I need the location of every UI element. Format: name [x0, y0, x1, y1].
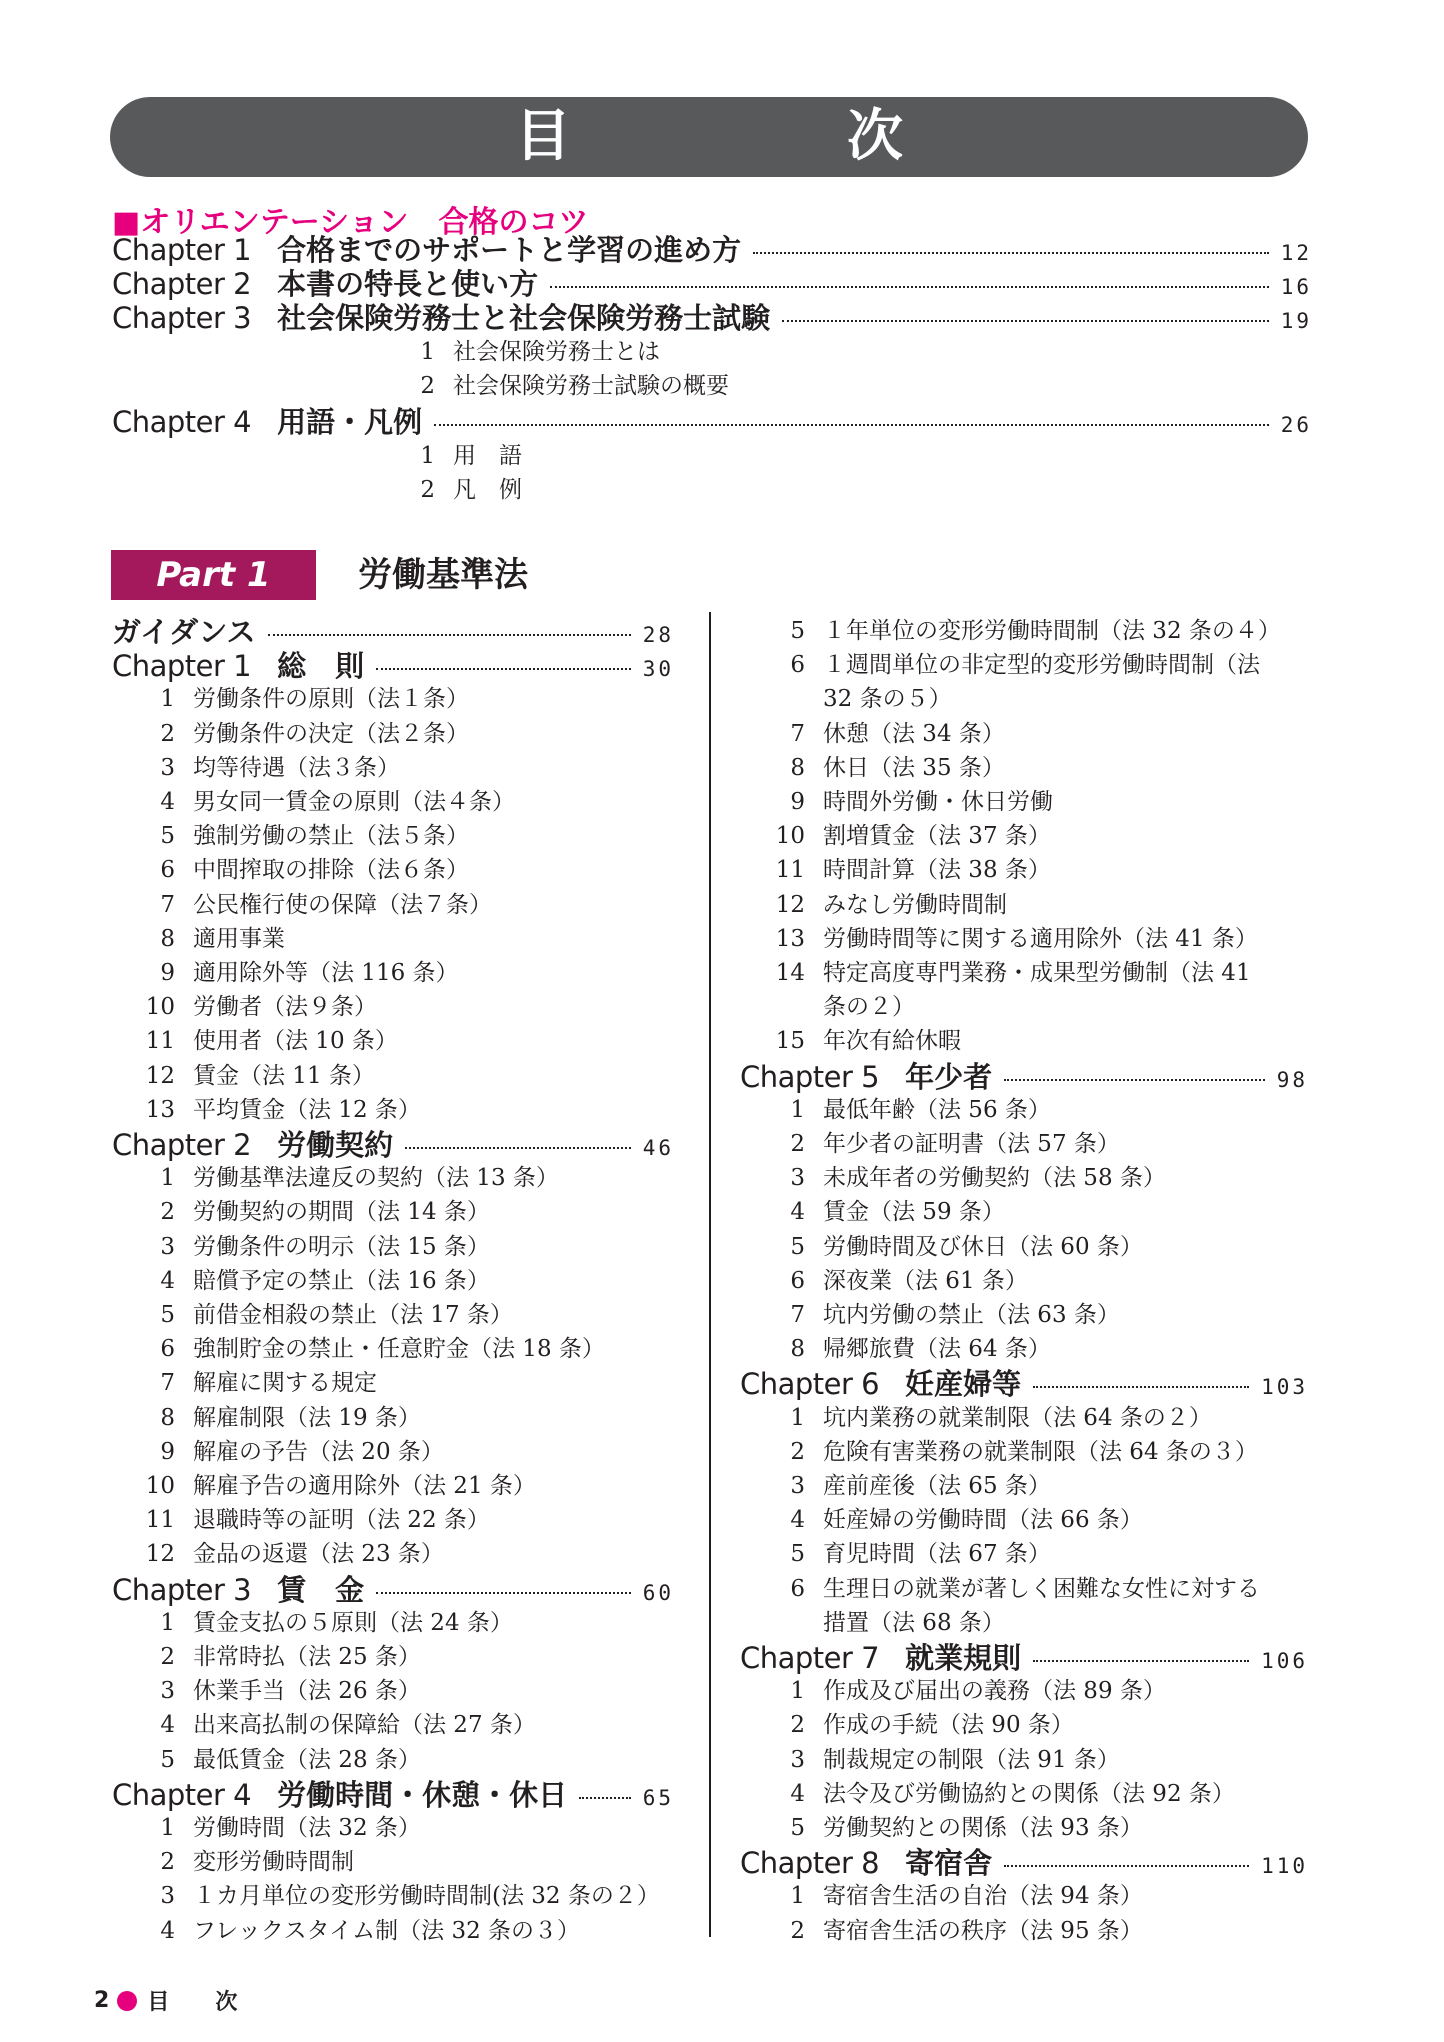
chapter-label: Chapter 4	[112, 405, 252, 439]
item-number: 3	[160, 754, 175, 781]
toc-item	[135, 886, 492, 919]
item-text: 社会保険労務士とは	[453, 339, 660, 365]
toc-item	[135, 988, 377, 1021]
toc-item	[765, 646, 1260, 679]
toc-item	[135, 1399, 421, 1432]
item-number: 9	[790, 789, 805, 815]
chapter-title: 用語・凡例	[277, 405, 423, 439]
toc-item	[765, 1809, 1143, 1842]
toc-item	[135, 1741, 421, 1774]
item-text: 解雇制限（法 19 条）	[193, 1404, 421, 1431]
toc-item	[135, 1262, 490, 1295]
item-number: 4	[160, 1917, 175, 1944]
toc-item	[765, 749, 1005, 782]
item-number: 1	[160, 686, 175, 713]
leader-dots	[268, 634, 631, 636]
item-text: 時間外労働・休日労働	[823, 789, 1053, 815]
toc-item-continued: 条の２）	[823, 994, 915, 1021]
item-number: 10	[775, 823, 805, 850]
item-number: 10	[145, 1473, 175, 1499]
item-number: 2	[420, 477, 435, 503]
item-number: 7	[160, 1370, 175, 1397]
toc-item	[765, 1296, 1120, 1329]
toc-item	[135, 1433, 444, 1466]
item-text: 出来高払制の保障給（法 27 条）	[193, 1712, 536, 1739]
toc-item	[135, 1672, 421, 1705]
toc-item	[765, 920, 1258, 953]
leader-dots	[1033, 1660, 1249, 1662]
chapter-heading	[112, 1568, 674, 1609]
item-text: 労働時間（法 32 条）	[193, 1815, 421, 1841]
page-ref: 103	[1261, 1375, 1308, 1400]
item-number: 4	[160, 1267, 175, 1294]
toc-item	[395, 367, 729, 400]
item-text: 坑内労働の禁止（法 63 条）	[823, 1302, 1120, 1328]
toc-item	[765, 1706, 1074, 1739]
item-text: 寄宿舎生活の自治（法 94 条）	[823, 1883, 1143, 1910]
item-text: 変形労働時間制	[193, 1849, 354, 1876]
page-title: 目 次	[515, 104, 1013, 169]
item-number: 6	[790, 652, 805, 679]
item-number: 2	[790, 1917, 805, 1944]
column-divider	[709, 612, 711, 1937]
item-number: 5	[160, 1302, 175, 1328]
part-label: Part 1	[111, 550, 316, 600]
item-text: 中間搾取の排除（法６条）	[193, 857, 469, 884]
item-text: 公民権行使の保障（法７条）	[193, 891, 492, 918]
toc-item	[135, 1843, 354, 1876]
chapter-heading	[112, 296, 1312, 337]
item-number: 6	[790, 1575, 805, 1602]
toc-item	[135, 1057, 375, 1090]
toc-item	[765, 1091, 1051, 1124]
leader-dots	[376, 1592, 631, 1594]
item-number: 1	[420, 443, 435, 469]
item-text: 作成の手続（法 90 条）	[823, 1712, 1074, 1739]
item-text: 解雇に関する規定	[193, 1370, 377, 1397]
toc-item	[135, 1228, 490, 1261]
toc-item	[135, 851, 469, 884]
item-text: 寄宿舎生活の秩序（法 95 条）	[823, 1917, 1143, 1944]
page-ref: 30	[642, 657, 674, 682]
chapter-title: 賃 金	[277, 1572, 365, 1607]
toc-item-continued: 32 条の５）	[823, 686, 952, 713]
item-number: 7	[160, 891, 175, 918]
item-number: 1	[790, 1096, 805, 1123]
part-title: 労働基準法	[358, 555, 528, 595]
item-text: 休日（法 35 条）	[823, 754, 1005, 781]
chapter-title: 総 則	[277, 649, 365, 684]
toc-item	[765, 1433, 1258, 1466]
page-ref: 26	[1280, 413, 1312, 437]
item-text: 賃金（法 59 条）	[823, 1199, 1005, 1226]
item-text: 労働契約の期間（法 14 条）	[193, 1199, 490, 1226]
item-text: 労働条件の明示（法 15 条）	[193, 1233, 490, 1260]
item-text: 解雇予告の適用除外（法 21 条）	[193, 1473, 536, 1499]
item-number: 5	[790, 1541, 805, 1568]
item-text: 強制貯金の禁止・任意貯金（法 18 条）	[193, 1336, 605, 1363]
item-number: 5	[160, 1746, 175, 1773]
item-number: 2	[160, 720, 175, 747]
toc-item	[135, 1604, 513, 1637]
item-number: 5	[790, 618, 805, 644]
item-number: 3	[790, 1746, 805, 1773]
footer-title: 目 次	[147, 1990, 250, 2015]
toc-item	[395, 333, 660, 366]
item-text: 最低賃金（法 28 条）	[193, 1746, 421, 1773]
item-text: 賃金（法 11 条）	[193, 1062, 375, 1089]
toc-item	[135, 1159, 559, 1192]
toc-item	[765, 612, 1281, 645]
toc-item	[765, 1877, 1143, 1910]
item-number: 2	[160, 1849, 175, 1876]
leader-dots	[376, 668, 631, 670]
toc-item	[135, 817, 469, 850]
item-number: 8	[160, 1404, 175, 1431]
chapter-title: 就業規則	[905, 1641, 1022, 1675]
toc-item	[135, 1467, 536, 1500]
item-number: 4	[160, 789, 175, 815]
toc-item	[135, 1296, 513, 1329]
chapter-heading	[740, 1055, 1308, 1096]
item-number: 8	[790, 754, 805, 781]
item-text: 金品の返還（法 23 条）	[193, 1541, 444, 1568]
toc-item	[135, 1912, 580, 1945]
toc-item	[765, 1912, 1143, 1945]
item-number: 8	[160, 925, 175, 952]
chapter-label: Chapter 3	[112, 1572, 252, 1607]
item-text: １年単位の変形労働時間制（法 32 条の４）	[823, 618, 1281, 644]
toc-item	[765, 1159, 1166, 1192]
item-number: 8	[790, 1336, 805, 1363]
item-text: 労働者（法９条）	[193, 994, 377, 1021]
toc-item	[765, 851, 1051, 884]
toc-item	[765, 1775, 1235, 1808]
bullet-icon	[117, 1991, 137, 2011]
item-text: 深夜業（法 61 条）	[823, 1267, 1028, 1294]
item-text: 坑内業務の就業制限（法 64 条の２）	[823, 1404, 1212, 1431]
toc-item	[135, 1364, 377, 1397]
toc-item	[135, 1193, 490, 1226]
item-text: 強制労働の禁止（法５条）	[193, 823, 469, 850]
toc-item	[765, 1399, 1212, 1432]
item-text: 休憩（法 34 条）	[823, 720, 1005, 747]
item-number: 5	[160, 823, 175, 850]
item-number: 1	[160, 1165, 175, 1192]
item-text: 年次有給休暇	[823, 1028, 961, 1055]
item-text: 最低年齢（法 56 条）	[823, 1096, 1051, 1123]
item-text: 労働条件の原則（法１条）	[193, 686, 469, 713]
item-number: 12	[775, 891, 805, 918]
chapter-title: 労働時間・休憩・休日	[277, 1777, 568, 1812]
item-number: 13	[145, 1096, 175, 1123]
item-number: 12	[145, 1062, 175, 1089]
item-text: 労働時間及び休日（法 60 条）	[823, 1233, 1143, 1260]
item-number: 1	[790, 1404, 805, 1431]
item-text: 帰郷旅費（法 64 条）	[823, 1336, 1051, 1363]
leader-dots	[434, 424, 1269, 426]
chapter-label: Chapter 8	[740, 1846, 880, 1881]
item-text: 退職時等の証明（法 22 条）	[193, 1507, 490, 1534]
item-number: 6	[790, 1267, 805, 1294]
toc-item	[765, 886, 1007, 919]
leader-dots	[1033, 1386, 1249, 1388]
item-number: 2	[790, 1131, 805, 1157]
toc-item	[765, 1467, 1051, 1500]
item-text: １週間単位の非定型的変形労働時間制（法	[823, 652, 1260, 679]
item-text: 労働条件の決定（法２条）	[193, 720, 469, 747]
item-number: 2	[790, 1438, 805, 1465]
chapter-title: 妊産婦等	[905, 1367, 1022, 1402]
item-number: 10	[145, 994, 175, 1021]
item-text: 賃金支払の５原則（法 24 条）	[193, 1609, 513, 1636]
item-text: 割増賃金（法 37 条）	[823, 823, 1051, 850]
chapter-label: Chapter 4	[112, 1777, 252, 1812]
item-number: 14	[775, 960, 805, 986]
toc-item	[135, 954, 459, 987]
toc-item	[765, 1570, 1260, 1603]
item-number: 9	[160, 1438, 175, 1465]
item-number: 2	[160, 1199, 175, 1226]
toc-item	[765, 1535, 1051, 1568]
toc-item	[135, 920, 285, 953]
item-text: 法令及び労働協約との関係（法 92 条）	[823, 1780, 1235, 1807]
item-text: 用 語	[453, 443, 522, 469]
chapter-title: ガイダンス	[112, 615, 256, 649]
item-number: 2	[420, 373, 435, 399]
toc-item	[135, 1638, 421, 1671]
item-text: 妊産婦の労働時間（法 66 条）	[823, 1507, 1143, 1534]
item-number: 4	[790, 1507, 805, 1534]
chapter-title: 本書の特長と使い方	[277, 267, 539, 301]
chapter-label: Chapter 6	[740, 1367, 880, 1402]
item-number: 11	[145, 1028, 175, 1055]
item-text: 適用除外等（法 116 条）	[193, 960, 459, 986]
item-number: 4	[790, 1199, 805, 1226]
orientation-heading: ■オリエンテーション 合格のコツ	[112, 205, 589, 240]
page-ref: 19	[1280, 309, 1312, 333]
item-number: 12	[145, 1541, 175, 1568]
chapter-heading	[740, 1841, 1308, 1882]
item-text: フレックスタイム制（法 32 条の３）	[193, 1917, 581, 1944]
toc-item	[135, 1877, 660, 1910]
item-text: みなし労働時間制	[823, 891, 1007, 918]
title-banner	[110, 97, 1308, 177]
page-ref: 16	[1280, 275, 1312, 299]
chapter-heading	[112, 1773, 674, 1814]
toc-item	[135, 1809, 421, 1842]
item-text: 適用事業	[193, 925, 285, 952]
toc-item	[765, 1501, 1143, 1534]
item-text: 使用者（法 10 条）	[193, 1028, 398, 1055]
chapter-label: Chapter 1	[112, 233, 252, 267]
item-number: 15	[775, 1028, 805, 1055]
item-text: 年少者の証明書（法 57 条）	[823, 1131, 1120, 1157]
toc-item	[765, 1672, 1166, 1705]
item-number: 13	[775, 925, 805, 952]
chapter-label: Chapter 2	[112, 267, 252, 301]
leader-dots	[753, 252, 1269, 254]
item-text: 解雇の予告（法 20 条）	[193, 1438, 444, 1465]
toc-item	[135, 715, 469, 748]
item-text: 休業手当（法 26 条）	[193, 1678, 421, 1705]
toc-item	[135, 1535, 444, 1568]
toc-item	[765, 1262, 1028, 1295]
page-ref: 12	[1280, 241, 1312, 265]
item-number: 1	[160, 1609, 175, 1636]
item-text: 賠償予定の禁止（法 16 条）	[193, 1267, 490, 1294]
page-ref: 46	[642, 1136, 674, 1160]
item-number: 6	[160, 1336, 175, 1363]
item-text: 危険有害業務の就業制限（法 64 条の３）	[823, 1438, 1258, 1465]
item-text: 平均賃金（法 12 条）	[193, 1096, 421, 1123]
item-text: 産前産後（法 65 条）	[823, 1473, 1051, 1499]
chapter-title: 寄宿舎	[905, 1846, 993, 1881]
item-number: 1	[160, 1815, 175, 1841]
page-ref: 98	[1276, 1067, 1308, 1092]
item-number: 3	[160, 1233, 175, 1260]
item-number: 5	[790, 1233, 805, 1260]
item-number: 7	[790, 1302, 805, 1328]
page-ref: 110	[1261, 1854, 1308, 1879]
toc-item	[395, 471, 522, 504]
chapter-title: 合格までのサポートと学習の進め方	[277, 233, 742, 267]
item-number: 3	[790, 1165, 805, 1192]
chapter-title: 労働契約	[277, 1128, 394, 1162]
item-text: 均等待遇（法３条）	[193, 754, 400, 781]
toc-item	[765, 1125, 1120, 1158]
toc-item	[765, 817, 1051, 850]
toc-item	[765, 954, 1251, 987]
toc-item	[135, 1501, 490, 1534]
chapter-label: Chapter 1	[112, 649, 252, 684]
item-number: 2	[790, 1712, 805, 1739]
item-text: 社会保険労務士試験の概要	[453, 373, 729, 399]
leader-dots	[405, 1147, 631, 1149]
item-text: 凡 例	[453, 477, 522, 503]
item-number: 3	[790, 1473, 805, 1499]
item-number: 6	[160, 857, 175, 884]
toc-item	[135, 1091, 421, 1124]
item-text: 制裁規定の制限（法 91 条）	[823, 1746, 1120, 1773]
toc-item	[135, 783, 515, 816]
chapter-heading	[740, 1636, 1308, 1677]
toc-item	[135, 1330, 605, 1363]
leader-dots	[1004, 1079, 1265, 1081]
item-number: 1	[790, 1678, 805, 1705]
leader-dots	[1004, 1865, 1249, 1867]
toc-item	[135, 680, 469, 713]
item-number: 3	[160, 1883, 175, 1910]
chapter-label: Chapter 7	[740, 1641, 880, 1675]
chapter-heading	[112, 1123, 674, 1164]
item-text: 労働基準法違反の契約（法 13 条）	[193, 1165, 559, 1192]
toc-item	[765, 1741, 1120, 1774]
toc-item	[135, 1706, 536, 1739]
item-text: 労働契約との関係（法 93 条）	[823, 1815, 1143, 1841]
item-number: 2	[160, 1644, 175, 1670]
chapter-heading	[112, 400, 1312, 441]
item-number: 3	[160, 1678, 175, 1705]
page-ref: 65	[642, 1785, 674, 1810]
item-number: 4	[790, 1780, 805, 1807]
chapter-heading	[740, 1362, 1308, 1403]
page-footer	[94, 1985, 249, 2016]
item-text: 前借金相殺の禁止（法 17 条）	[193, 1302, 513, 1328]
item-text: 未成年者の労働契約（法 58 条）	[823, 1165, 1166, 1192]
leader-dots	[782, 320, 1269, 322]
toc-item	[765, 715, 1005, 748]
item-number: 11	[145, 1507, 175, 1534]
item-number: 5	[790, 1815, 805, 1841]
toc-item-continued: 措置（法 68 条）	[823, 1609, 1005, 1636]
toc-item	[135, 1022, 398, 1055]
toc-item	[765, 1022, 961, 1055]
toc-item	[765, 1193, 1005, 1226]
toc-item	[765, 783, 1053, 816]
item-text: 労働時間等に関する適用除外（法 41 条）	[823, 925, 1258, 952]
chapter-label: Chapter 5	[740, 1059, 880, 1094]
item-text: １カ月単位の変形労働時間制(法 32 条の２）	[193, 1883, 660, 1910]
toc-item	[765, 1228, 1143, 1261]
chapter-label: Chapter 3	[112, 301, 252, 335]
toc-item	[765, 1330, 1051, 1363]
chapter-title: 社会保険労務士と社会保険労務士試験	[277, 301, 771, 335]
leader-dots	[550, 286, 1269, 288]
item-number: 1	[790, 1883, 805, 1910]
item-text: 時間計算（法 38 条）	[823, 857, 1051, 884]
item-text: 生理日の就業が著しく困難な女性に対する	[823, 1575, 1260, 1602]
page-number: 2	[94, 1988, 110, 2013]
item-text: 男女同一賃金の原則（法４条）	[193, 789, 515, 815]
item-text: 育児時間（法 67 条）	[823, 1541, 1051, 1568]
chapter-title: 年少者	[905, 1059, 993, 1094]
item-number: 11	[775, 857, 805, 884]
item-number: 1	[420, 339, 435, 365]
item-text: 非常時払（法 25 条）	[193, 1644, 421, 1670]
item-text: 作成及び届出の義務（法 89 条）	[823, 1678, 1166, 1705]
chapter-heading	[112, 644, 674, 685]
leader-dots	[579, 1797, 631, 1799]
toc-item	[135, 749, 400, 782]
page-ref: 60	[642, 1580, 674, 1605]
page-ref: 106	[1261, 1649, 1308, 1673]
item-text: 特定高度専門業務・成果型労働制（法 41	[823, 960, 1251, 986]
item-number: 4	[160, 1712, 175, 1739]
item-number: 9	[160, 960, 175, 986]
chapter-label: Chapter 2	[112, 1128, 252, 1162]
page-ref: 28	[642, 623, 674, 647]
item-number: 7	[790, 720, 805, 747]
toc-item	[395, 437, 522, 470]
